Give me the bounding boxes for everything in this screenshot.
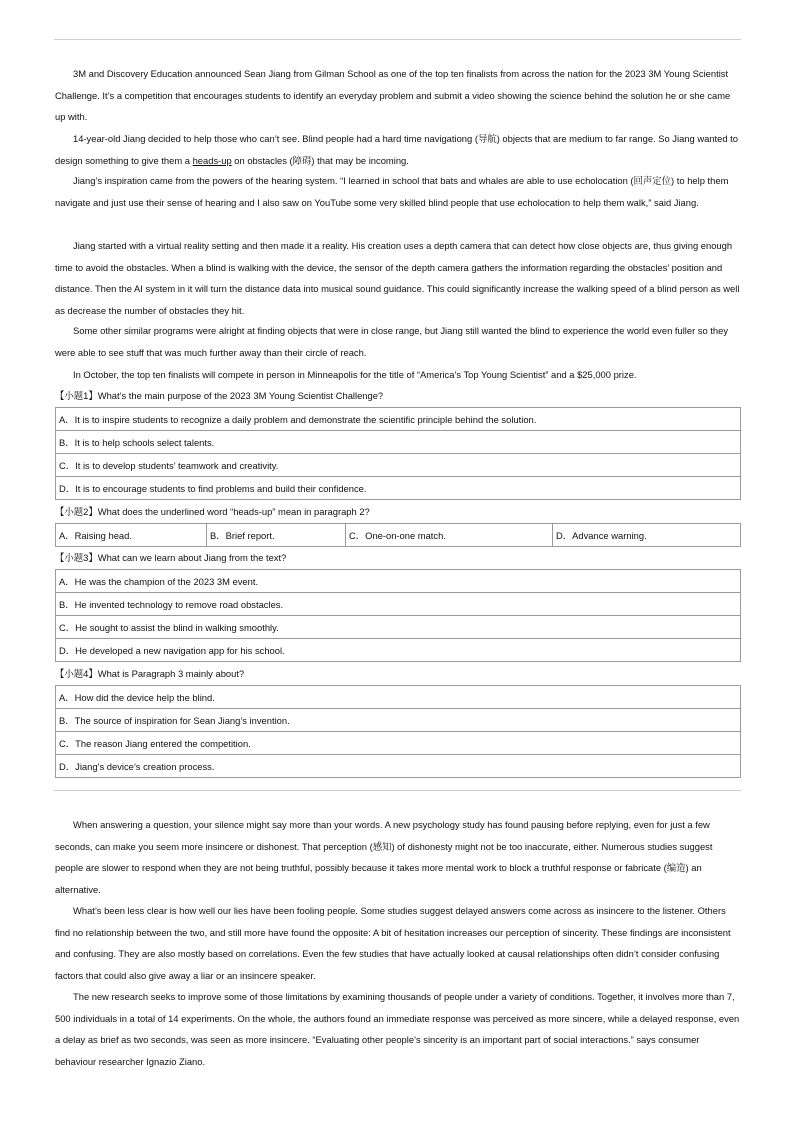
top-divider <box>54 39 741 40</box>
passage2-paragraph-2: What’s been less clear is how well our lies have been fooling people. Some studies suggest delayed answers come across as insincere to the listener. Others find no relationship between the two, and still more have found the opposite: A bit of hesitation increases our perception of sincerity. These findings are inconsistent and confusing. They are also mostly based on correlations. Even the few studies that have actually looked at causal relationships often didn’t consider confusing factors that could also give away a liar or an insincere speaker. <box>55 905 731 981</box>
underlined-word-heads-up: heads-up <box>192 154 232 166</box>
q1-option-c[interactable]: C．It is to develop students’ teamwork and creativity. <box>56 454 741 477</box>
q2-option-d[interactable]: D．Advance warning. <box>553 524 741 547</box>
q2-option-c[interactable]: C．One-on-one match. <box>346 524 553 547</box>
passage1-paragraph-2 <box>55 128 742 171</box>
question-1-options <box>55 407 741 500</box>
passage1-paragraph-5: Some other similar programs were alright at finding objects that were in close range, but Jiang still wanted the blind to experience the world even fuller so they were able to see stuff that was much further away than their circle of reach. <box>55 325 729 358</box>
question-3-stem: 【小题3】What can we learn about Jiang from the text? <box>55 552 287 563</box>
passage-divider <box>54 790 741 791</box>
question-2-stem: 【小题2】What does the underlined word “heads-up” mean in paragraph 2? <box>55 506 370 517</box>
passage1-paragraph-1: 3M and Discovery Education announced Sean Jiang from Gilman School as one of the top ten finalists from across the nation for the 2023 3M Young Scientist Challenge. It’s a competition that encourages students to identify an everyday problem and submit a video showing the science behind the solution he or she came up with. <box>55 68 731 122</box>
question-1-stem: 【小题1】What’s the main purpose of the 2023 3M Young Scientist Challenge? <box>55 390 384 401</box>
q3-option-b[interactable]: B．He invented technology to remove road obstacles. <box>56 593 741 616</box>
q4-option-c[interactable]: C．The reason Jiang entered the competition. <box>56 732 741 755</box>
question-2-options <box>55 523 741 547</box>
question-3-options <box>55 569 741 662</box>
q4-option-d[interactable]: D．Jiang’s device’s creation process. <box>56 755 741 778</box>
passage2-paragraph-3: The new research seeks to improve some of those limitations by examining thousands of people under a variety of conditions. Together, it involves more than 7, 500 individuals in a total of 14 experiments. On the whole, the authors found an immediate response was perceived as more sincere, while a delayed response, even a delay as brief as two seconds, was seen as more insincere. “Evaluating other people’s sincerity is an important part of social interactions.” says consumer behaviour researcher Ignazio Ziano. <box>55 991 740 1067</box>
q4-option-b[interactable]: B．The source of inspiration for Sean Jiang’s invention. <box>56 709 741 732</box>
passage1-paragraph-4: Jiang started with a virtual reality setting and then made it a reality. His creation uses a depth camera that can detect how close objects are, thus giving enough time to avoid the obstacles. When a blind is walking with the device, the sensor of the depth camera gathers the information regarding the obstacles’ position and distance. Then the AI system in it will turn the distance data into musical sound guidance. This could significantly increase the walking speed of a blind person as well as decrease the number of obstacles they hit. <box>55 240 740 316</box>
p2-text-after: on obstacles (障碍) that may be incoming. <box>231 154 409 166</box>
q1-option-a[interactable]: A．It is to inspire students to recognize a daily problem and demonstrate the scientific principle behind the solution. <box>56 408 741 431</box>
q3-option-d[interactable]: D．He developed a new navigation app for his school. <box>56 639 741 662</box>
q3-option-a[interactable]: A．He was the champion of the 2023 3M event. <box>56 570 741 593</box>
passage1-paragraph-6: In October, the top ten finalists will compete in person in Minneapolis for the title of “America’s Top Young Scientist” and a $25,000 prize. <box>73 369 637 380</box>
q1-option-d[interactable]: D．It is to encourage students to find problems and build their confidence. <box>56 477 741 500</box>
q1-option-b[interactable]: B．It is to help schools select talents. <box>56 431 741 454</box>
passage2-paragraph-1: When answering a question, your silence might say more than your words. A new psychology study has found pausing before replying, even for just a few seconds, can make you seem more insincere or dishonest. That perception (感知) of dishonesty might not be too inaccurate, either. Numerous studies suggest people are slower to respond when they are not being truthful, possibly because it takes more mental work to block a truthful response or fabricate (编造) an alternative. <box>55 819 713 895</box>
p2-text-before: 14-year-old Jiang decided to help those who can’t see. Blind people had a hard time navigationg (导航) objects that are medium to far range. So Jiang wanted to design something to give them a <box>55 133 738 166</box>
q2-option-b[interactable]: B．Brief report. <box>207 524 346 547</box>
q3-option-c[interactable]: C．He sought to assist the blind in walking smoothly. <box>56 616 741 639</box>
q2-option-a[interactable]: A．Raising head. <box>56 524 207 547</box>
question-4-options <box>55 685 741 778</box>
q4-option-a[interactable]: A．How did the device help the blind. <box>56 686 741 709</box>
passage1-paragraph-3: Jiang’s inspiration came from the powers of the hearing system. “I learned in school that bats and whales are able to use echolocation (回声定位) to help them navigate and just use their sense of hearing and I also saw on YouTube some very skilled blind people that use echolocation to help them walk,” said Jiang. <box>55 175 729 208</box>
question-4-stem: 【小题4】What is Paragraph 3 mainly about? <box>55 668 245 679</box>
